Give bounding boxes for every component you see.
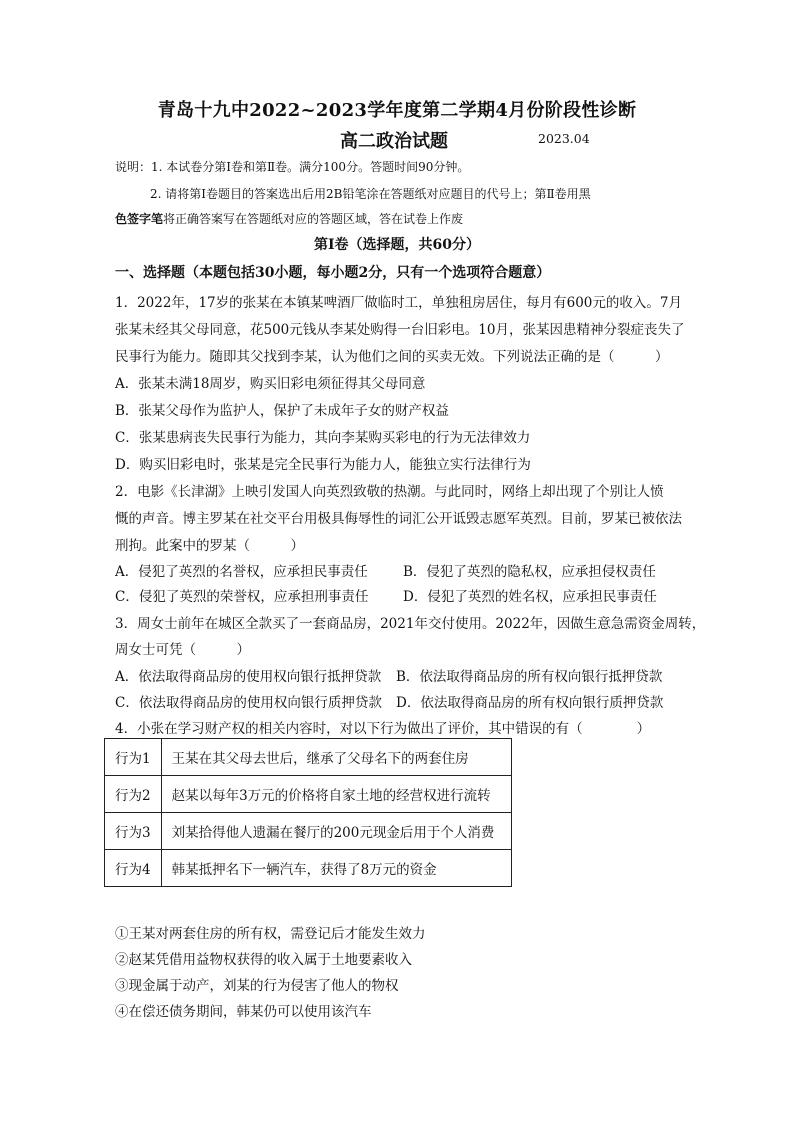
question-3-option-c: C．依法取得商品房的使用权向银行质押贷款	[115, 695, 382, 711]
table-row	[105, 739, 512, 776]
table-row	[105, 850, 512, 887]
statement-3: ③现金属于动产，刘某的行为侵害了他人的物权	[115, 978, 399, 994]
behavior-description: 王某在其父母去世后，继承了父母名下的两套住房	[161, 739, 511, 776]
question-2-line-2: 慨的声音。博主罗某在社交平台用极具侮辱性的词汇公开诋毁志愿军英烈。目前，罗某已被依法	[115, 511, 682, 527]
question-2-option-a: A．侵犯了英烈的名誉权，应承担民事责任	[115, 564, 368, 580]
question-3-option-a: A．依法取得商品房的使用权向银行抵押贷款	[115, 669, 382, 685]
question-4-stem: 4．小张在学习财产权的相关内容时，对以下行为做出了评价，其中错误的有（ ）	[115, 721, 651, 737]
instruction-line-1: 说明：1. 本试卷分第Ⅰ卷和第Ⅱ卷。满分100分。答题时间90分钟。	[115, 160, 470, 174]
exam-date: 2023.04	[538, 131, 590, 146]
behavior-label: 行为3	[105, 813, 162, 850]
behavior-label: 行为2	[105, 776, 162, 813]
question-3-option-b: B．依法取得商品房的所有权向银行抵押贷款	[396, 669, 663, 685]
question-1-option-a: A．张某未满18周岁，购买旧彩电须征得其父母同意	[115, 376, 426, 392]
behavior-table	[104, 738, 512, 887]
statement-2: ②赵某凭借用益物权获得的收入属于土地要素收入	[115, 952, 412, 968]
question-1-option-b: B．张某父母作为监护人，保护了未成年子女的财产权益	[115, 403, 449, 419]
exam-title: 青岛十九中2022~2023学年度第二学期4月份阶段性诊断	[157, 100, 637, 121]
behavior-label: 行为1	[105, 739, 162, 776]
table-row	[105, 776, 512, 813]
instruction-line-3-text: 将正确答案写在答题纸对应的答题区域，答在试卷上作废	[163, 212, 464, 226]
question-1-line-3: 民事行为能力。随即其父找到李某，认为他们之间的买卖无效。下列说法正确的是（ ）	[115, 349, 669, 365]
question-1-option-d: D．购买旧彩电时，张某是完全民事行为能力人，能独立实行法律行为	[115, 457, 531, 473]
instruction-line-2: 2. 请将第Ⅰ卷题目的答案选出后用2B铅笔涂在答题纸对应题目的代号上；第Ⅱ卷用黑	[150, 187, 591, 201]
question-3-option-d: D．依法取得商品房的所有权向银行质押贷款	[396, 695, 664, 711]
question-1-line-1: 1．2022年，17岁的张某在本镇某啤酒厂做临时工，单独租房居住，每月有600元的收入。7月	[115, 295, 682, 311]
question-2-option-d: D．侵犯了英烈的姓名权，应承担民事责任	[403, 589, 657, 605]
table-row	[105, 813, 512, 850]
statement-4: ④在偿还债务期间，韩某仍可以使用该汽车	[115, 1004, 372, 1020]
question-1-line-2: 张某未经其父母同意，花500元钱从李某处购得一台旧彩电。10月，张某因患精神分裂症丧失了	[115, 322, 685, 338]
question-2-line-3: 刑拘。此案中的罗某（ ）	[115, 538, 304, 554]
question-3-line-2: 周女士可凭（ ）	[115, 642, 250, 658]
section-title: 第Ⅰ卷（选择题，共60分）	[313, 237, 481, 253]
section-heading: 一、选择题（本题包括30小题，每小题2分，只有一个选项符合题意）	[115, 265, 551, 281]
question-2-line-1: 2．电影《长津湖》上映引发国人向英烈致敬的热潮。与此同时，网络上却出现了个别让人愤	[115, 484, 664, 500]
exam-subtitle: 高二政治试题	[340, 131, 448, 152]
question-1-option-c: C．张某患病丧失民事行为能力，其向李某购买彩电的行为无法律效力	[115, 430, 531, 446]
question-2-option-b: B．侵犯了英烈的隐私权，应承担侵权责任	[403, 564, 656, 580]
statement-1: ①王某对两套住房的所有权，需登记后才能发生效力	[115, 926, 426, 942]
question-3-line-1: 3．周女士前年在城区全款买了一套商品房，2021年交付使用。2022年，因做生意急需资金周转，	[115, 616, 706, 632]
behavior-description: 韩某抵押名下一辆汽车，获得了8万元的资金	[161, 850, 511, 887]
instruction-line-3	[115, 212, 463, 228]
instruction-emphasis: 色签字笔	[115, 212, 164, 226]
behavior-description: 赵某以每年3万元的价格将自家土地的经营权进行流转	[161, 776, 511, 813]
behavior-description: 刘某拾得他人遗漏在餐厅的200元现金后用于个人消费	[161, 813, 511, 850]
question-2-option-c: C．侵犯了英烈的荣誉权，应承担刑事责任	[115, 589, 369, 605]
behavior-label: 行为4	[105, 850, 162, 887]
